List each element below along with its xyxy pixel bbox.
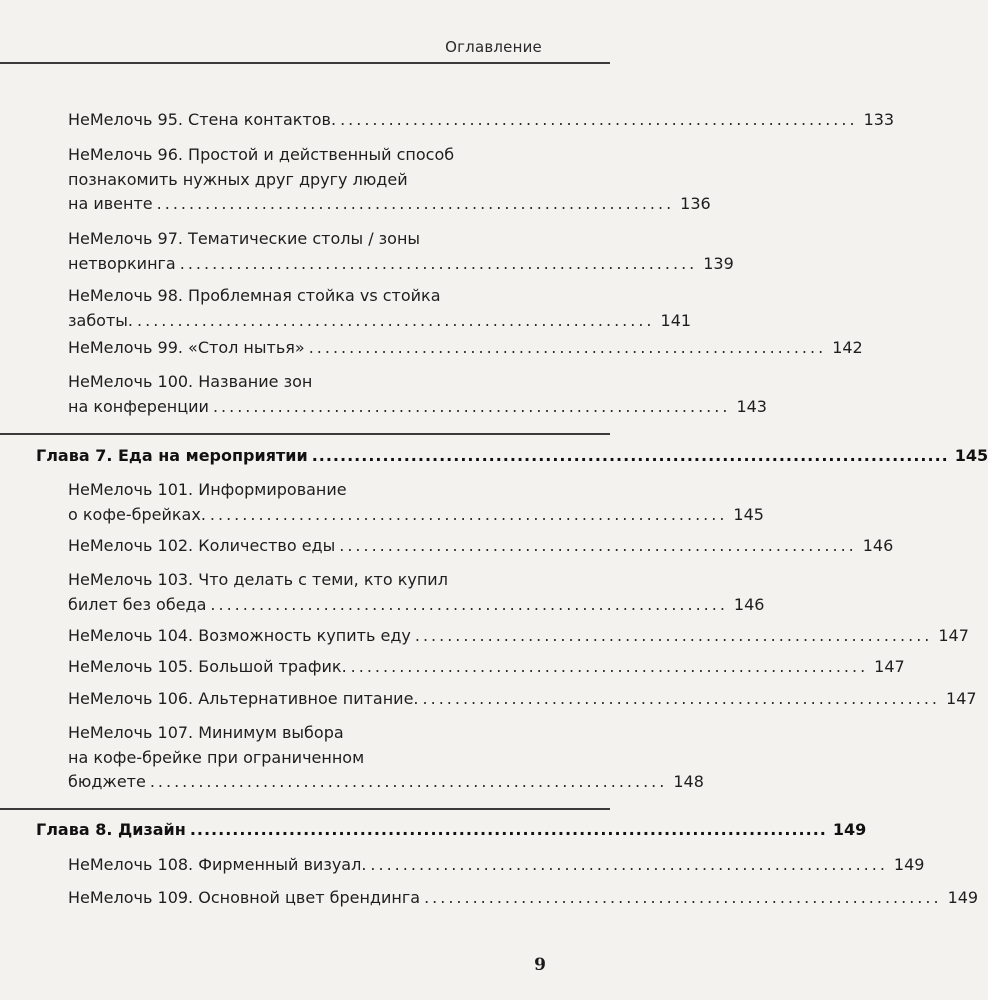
toc-page-number: 148 [673,772,704,791]
dot-leader: ................................................................ [339,536,857,555]
toc-entry-title: НеМелочь 104. Возможность купить еду [68,626,411,645]
chapter-rule [0,808,610,810]
chapter-page-number: 145 [954,446,988,465]
toc-entry-103[interactable] [68,568,765,617]
dot-leader: ................................................................ [308,338,827,357]
toc-chapter-8[interactable] [36,818,867,842]
toc-entry-title-cont: нетворкинга [68,253,176,273]
toc-page-number: 145 [733,504,764,524]
toc-entry-title: НеМелочь 101. Информирование [68,480,347,499]
toc-page-number: 141 [660,310,692,330]
dot-leader: ................................................................ [209,504,728,524]
toc-entry-98[interactable] [68,284,692,333]
toc-entry-title: НеМелочь 99. «Стол нытья» [68,338,305,357]
toc-entry-102[interactable] [68,534,894,559]
dot-leader: ................................................................ [424,888,942,907]
toc-entry-title: НеМелочь 97. Тематические столы / зоны [68,229,421,248]
dot-leader: .......................................................................................... [311,446,949,465]
dot-leader: ................................................................ [414,626,933,645]
toc-entry-95[interactable] [68,108,895,133]
toc-page-number: 136 [680,194,711,213]
toc-entry-title: НеМелочь 95. Стена контактов. [68,110,337,129]
toc-entry-97[interactable] [68,227,734,276]
toc-entry-108[interactable] [68,853,925,878]
chapter-title: Глава 8. Дизайн [36,820,186,839]
toc-page-number: 133 [863,110,895,129]
toc-entry-title: НеМелочь 106. Альтернативное питание. [68,689,419,708]
toc-entry-title: НеМелочь 96. Простой и действенный способ [68,145,455,164]
toc-entry-title-cont: о кофе-брейках. [68,504,206,524]
toc-entry-title: НеМелочь 98. Проблемная стойка vs стойка [68,286,441,305]
toc-entry-title: НеМелочь 105. Большой трафик. [68,657,347,676]
toc-page-number: 149 [947,888,979,907]
toc-page-number: 147 [938,626,969,645]
dot-leader: ................................................................ [212,396,731,416]
chapter-rule [0,433,610,435]
toc-page-number: 147 [874,657,905,676]
toc-page-number: 146 [862,536,894,555]
toc-entry-title: НеМелочь 107. Минимум выбора [68,723,344,742]
toc-entry-title-cont: билет без обеда [68,594,207,614]
toc-entry-104[interactable] [68,624,969,649]
header-rule [0,62,610,64]
dot-leader: ................................................................ [350,657,869,676]
toc-page-number: 147 [946,689,977,708]
toc-page-number: 149 [893,855,925,874]
toc-entry-title-cont: познакомить нужных друг другу людей [68,169,408,189]
toc-entry-107[interactable] [68,721,704,795]
toc-entry-106[interactable] [68,687,977,712]
page-number: 9 [534,955,546,975]
dot-leader: ................................................................ [210,594,728,614]
dot-leader: ................................................................ [179,253,698,273]
dot-leader: ................................................................ [149,772,668,791]
toc-entry-title-cont: на конференции [68,396,209,416]
toc-entry-title: НеМелочь 109. Основной цвет брендинга [68,888,421,907]
dot-leader: ................................................................ [137,310,655,330]
toc-entry-title-cont: бюджете [68,772,146,791]
toc-entry-101[interactable] [68,478,764,527]
toc-entry-100[interactable] [68,370,767,419]
toc-entry-title-cont: на кофе-брейке при ограниченном [68,747,365,767]
toc-page-number: 146 [733,594,765,614]
toc-page-number: 142 [832,338,863,357]
running-header: Оглавление [445,38,542,56]
toc-entry-title: НеМелочь 103. Что делать с теми, кто купил [68,570,448,589]
dot-leader: ................................................................ [422,689,941,708]
toc-entry-title-cont: на ивенте [68,194,153,213]
toc-entry-96[interactable] [68,143,711,217]
toc-chapter-7[interactable] [36,444,988,468]
toc-entry-109[interactable] [68,886,979,911]
toc-page-number: 143 [736,396,767,416]
toc-entry-title: НеМелочь 108. Фирменный визуал. [68,855,367,874]
dot-leader: ................................................................ [370,855,888,874]
dot-leader: ................................................................ [340,110,858,129]
toc-page-number: 139 [703,253,734,273]
toc-entry-title-cont: заботы. [68,310,134,330]
toc-entry-99[interactable] [68,336,863,361]
toc-entry-105[interactable] [68,655,905,680]
toc-entry-title: НеМелочь 100. Название зон [68,372,313,391]
toc-entry-title: НеМелочь 102. Количество еды [68,536,336,555]
dot-leader: ................................................................ [156,194,675,213]
dot-leader: .......................................................................................... [189,820,827,839]
chapter-title: Глава 7. Еда на мероприятии [36,446,308,465]
chapter-page-number: 149 [832,820,867,839]
